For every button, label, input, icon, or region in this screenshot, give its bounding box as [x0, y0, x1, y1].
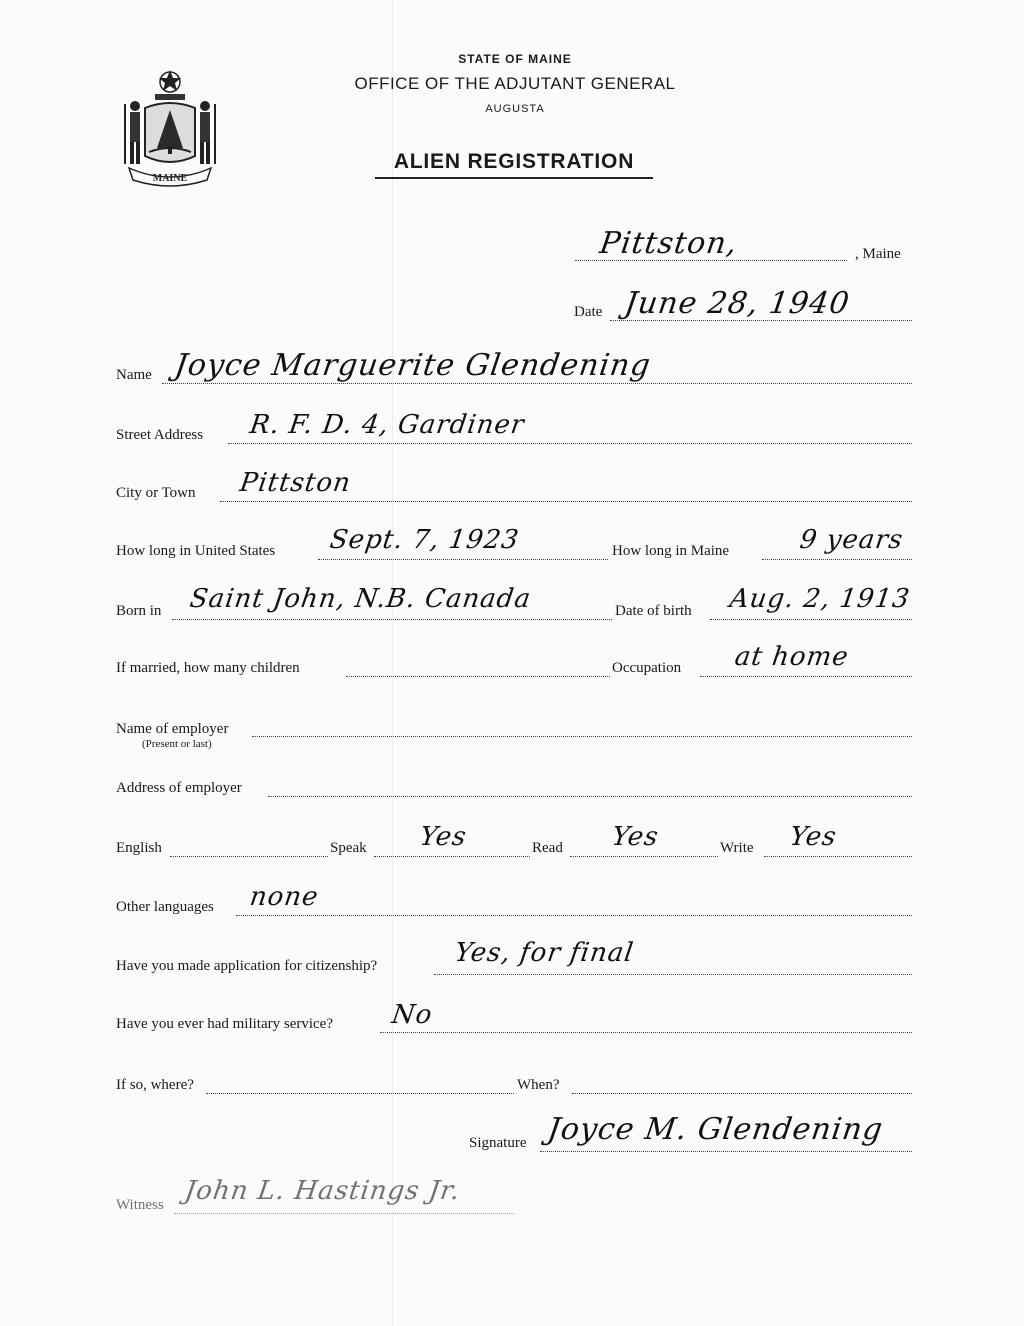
when-label: When?: [517, 1077, 560, 1093]
read-value[interactable]: Yes: [609, 822, 661, 852]
where-label: If so, where?: [116, 1077, 194, 1093]
city-value[interactable]: Pittston: [237, 468, 354, 498]
date-value[interactable]: June 28, 1940: [622, 286, 853, 321]
svg-text:MAINE: MAINE: [152, 173, 188, 184]
write-value[interactable]: Yes: [787, 822, 839, 852]
name-label: Name: [116, 367, 152, 383]
header-city: AUGUSTA: [485, 103, 545, 115]
occupation-label: Occupation: [612, 660, 682, 676]
header-office: OFFICE OF THE ADJUTANT GENERAL: [354, 74, 676, 93]
speak-label: Speak: [330, 840, 367, 856]
name-value[interactable]: Joyce Marguerite Glendening: [172, 348, 654, 383]
us-value[interactable]: Sept. 7, 1923: [327, 525, 522, 555]
maine-label: How long in Maine: [612, 543, 730, 559]
witness-label: Witness: [116, 1197, 164, 1213]
employer-address-label: Address of employer: [116, 780, 242, 796]
children-label: If married, how many children: [116, 660, 300, 676]
born-value[interactable]: Saint John, N.B. Canada: [187, 584, 534, 614]
military-label: Have you ever had military service?: [116, 1016, 333, 1032]
other-languages-label: Other languages: [116, 899, 214, 915]
street-label: Street Address: [116, 427, 204, 443]
born-label: Born in: [116, 603, 162, 619]
place-value[interactable]: Pittston,: [597, 226, 740, 261]
dob-value[interactable]: Aug. 2, 1913: [727, 584, 913, 614]
maine-value[interactable]: 9 years: [797, 525, 906, 555]
english-label: English: [116, 840, 162, 856]
state-seal-icon: [115, 68, 225, 188]
read-label: Read: [532, 840, 563, 856]
citizenship-label: Have you made application for citizenship?: [116, 958, 378, 974]
date-label: Date: [574, 304, 603, 320]
employer-label: Name of employer: [116, 721, 229, 737]
us-label: How long in United States: [116, 543, 276, 559]
dob-label: Date of birth: [615, 603, 692, 619]
paper-fold-line: [392, 0, 393, 1326]
other-languages-value[interactable]: none: [247, 882, 321, 912]
form-title: ALIEN REGISTRATION: [375, 150, 653, 179]
witness-value[interactable]: John L. Hastings Jr.: [182, 1176, 463, 1206]
city-label: City or Town: [116, 485, 196, 501]
header-state: STATE OF MAINE: [458, 52, 572, 66]
employer-sublabel: (Present or last): [142, 738, 212, 750]
military-value[interactable]: No: [389, 1000, 435, 1030]
street-value[interactable]: R. F. D. 4, Gardiner: [247, 410, 527, 440]
write-label: Write: [720, 840, 754, 856]
place-suffix: , Maine: [855, 246, 901, 262]
speak-value[interactable]: Yes: [417, 822, 469, 852]
citizenship-value[interactable]: Yes, for final: [452, 938, 636, 968]
occupation-value[interactable]: at home: [732, 642, 851, 672]
signature-label: Signature: [469, 1135, 527, 1151]
signature-value[interactable]: Joyce M. Glendening: [545, 1112, 886, 1147]
